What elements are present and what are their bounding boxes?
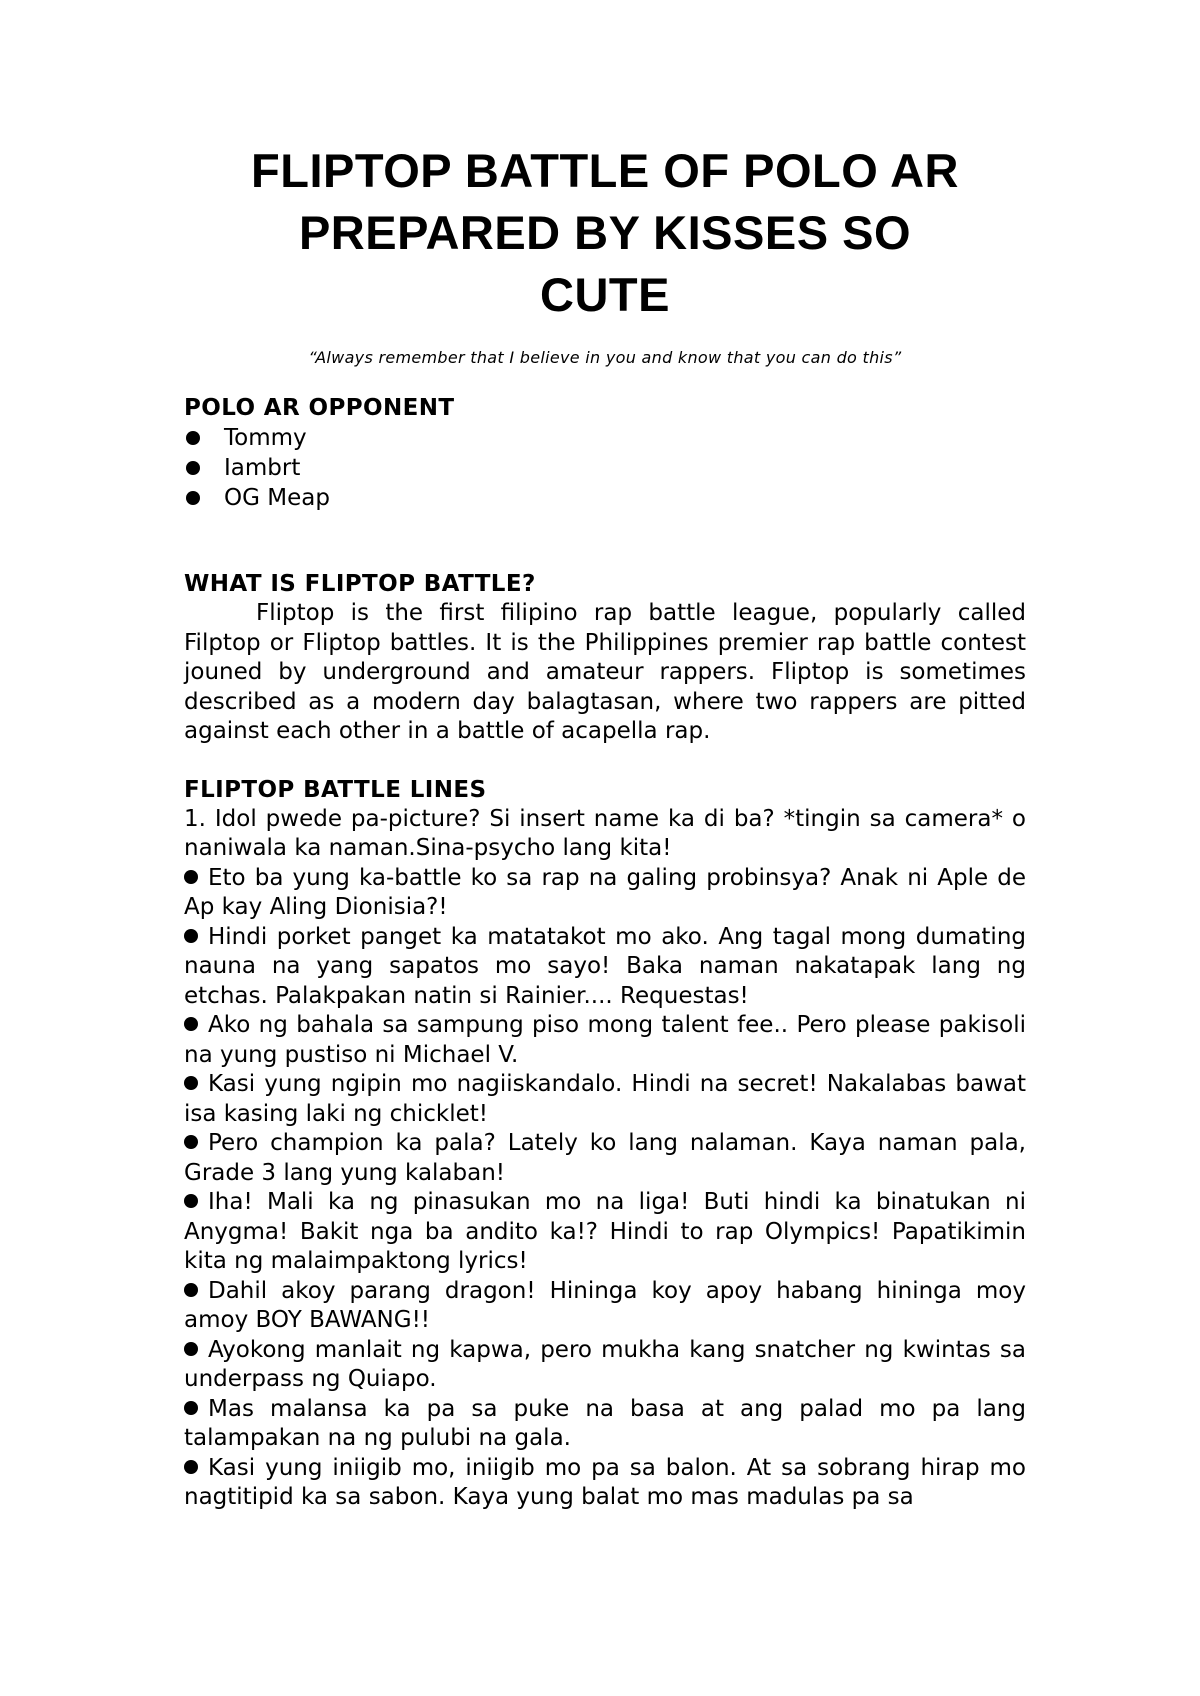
battle-line-text: Iha! Mali ka ng pinasukan mo na liga! Buti hindi ka binatukan ni Anygma! Bakit nga ba andito ka!? Hindi to rap Olympics! Papatikimin kita ng malaimpaktong lyrics! xyxy=(184,1189,1026,1274)
battle-line-text: Eto ba yung ka-battle ko sa rap na galing probinsya? Anak ni Aple de Ap kay Aling Dionisia?! xyxy=(184,864,1026,920)
list-item xyxy=(184,1277,1026,1336)
bullet-icon xyxy=(184,1076,198,1090)
battle-line-text: Kasi yung iniigib mo, iniigib mo pa sa balon. At sa sobrang hirap mo nagtitipid ka sa sabon. Kaya yung balat mo mas madulas pa sa xyxy=(184,1454,1026,1510)
battle-line-text: Dahil akoy parang dragon! Hininga koy apoy habang hininga moy amoy BOY BAWANG!! xyxy=(184,1277,1026,1333)
bullet-icon xyxy=(186,431,200,445)
title-line: PREPARED BY KISSES SO xyxy=(298,206,912,259)
bullet-icon xyxy=(186,461,200,475)
bullet-icon xyxy=(186,491,200,505)
list-item xyxy=(184,483,1026,513)
what-is-heading: WHAT IS FLIPTOP BATTLE? xyxy=(184,571,536,597)
document-title xyxy=(184,140,1026,326)
battle-line-text: Mas malansa ka pa sa puke na basa at ang palad mo pa lang talampakan na ng pulubi na gala. xyxy=(184,1395,1026,1451)
battle-lines-heading: FLIPTOP BATTLE LINES xyxy=(184,776,487,803)
battle-line-text: Kasi yung ngipin mo nagiiskandalo. Hindi na secret! Nakalabas bawat isa kasing laki ng chicklet! xyxy=(184,1071,1026,1127)
list-item xyxy=(184,1129,1026,1188)
list-item xyxy=(184,1454,1026,1513)
bullet-icon xyxy=(184,1460,198,1474)
list-item xyxy=(184,1011,1026,1070)
battle-line-text: Ayokong manlait ng kapwa, pero mukha kang snatcher ng kwintas sa underpass ng Quiapo. xyxy=(184,1336,1026,1392)
list-item xyxy=(184,864,1026,923)
opponent-name: Iambrt xyxy=(224,455,301,481)
list-item xyxy=(184,1070,1026,1129)
bullet-icon xyxy=(184,1342,198,1356)
battle-line-text: Pero champion ka pala? Lately ko lang nalaman. Kaya naman pala, Grade 3 lang yung kalaban! xyxy=(184,1130,1026,1186)
list-item xyxy=(184,923,1026,1012)
list-item xyxy=(184,423,1026,453)
bullet-icon xyxy=(184,870,198,884)
document-page xyxy=(184,140,1026,1513)
bullet-icon xyxy=(184,1135,198,1149)
battle-line-text: Hindi porket panget ka matatakot mo ako. Ang tagal mong dumating nauna na yang sapatos mo sayo! Baka naman nakatapak lang ng etchas. Palakpakan natin si Rainier.... Requestas! xyxy=(184,923,1026,1009)
opponent-name: OG Meap xyxy=(224,485,330,511)
bullet-icon xyxy=(184,929,198,943)
battle-line: 1. Idol pwede pa-picture? Si insert name ka di ba? *tingin sa camera* o naniwala ka naman.Sina-psycho lang kita! xyxy=(184,805,1026,861)
title-line: CUTE xyxy=(540,268,670,321)
list-item xyxy=(184,1336,1026,1395)
battle-lines-list xyxy=(184,805,1026,1513)
list-item xyxy=(184,453,1026,483)
list-item xyxy=(184,1395,1026,1454)
opponent-name: Tommy xyxy=(224,425,307,451)
bullet-icon xyxy=(184,1283,198,1297)
list-item xyxy=(184,1188,1026,1277)
title-line: FLIPTOP BATTLE OF POLO AR xyxy=(251,144,959,197)
bullet-icon xyxy=(184,1401,198,1415)
bullet-icon xyxy=(184,1194,198,1208)
opponents-list xyxy=(184,423,1026,513)
motivational-quote: “Always remember that I believe in you and know that you can do this” xyxy=(308,348,902,367)
opponents-heading: POLO AR OPPONENT xyxy=(184,395,455,421)
battle-line-text: Ako ng bahala sa sampung piso mong talent fee.. Pero please pakisoli na yung pustiso ni Michael V. xyxy=(184,1012,1026,1068)
bullet-icon xyxy=(184,1017,198,1031)
what-is-paragraph: Fliptop is the first filipino rap battle league, popularly called Filptop or Fliptop battles. It is the Philippines premier rap battle contest jouned by underground and amateur rappers. Fliptop is sometimes described as a modern day balagtasan, where two rappers are pitted against each other in a battle of acapella rap. xyxy=(184,600,1026,744)
